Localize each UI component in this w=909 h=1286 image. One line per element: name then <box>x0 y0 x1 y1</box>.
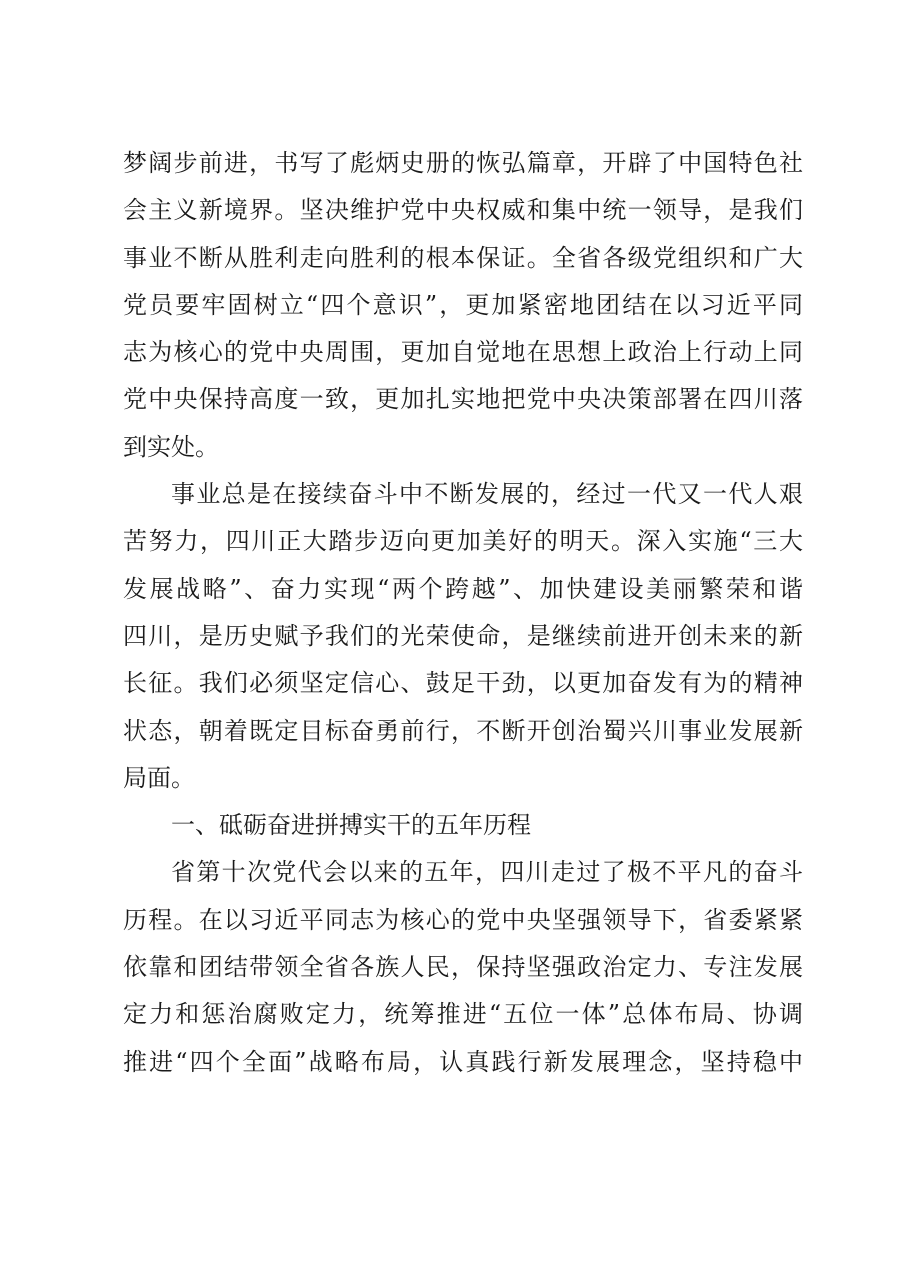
section-heading <box>123 802 803 849</box>
text-line: 苦努力，四川正大踏步迈向更加美好的明天。深入实施“三大 <box>123 527 803 556</box>
text-line: 推进“四个全面”战略布局，认真践行新发展理念，坚持稳中 <box>123 1047 803 1076</box>
text-line: 志为核心的党中央周围，更加自觉地在思想上政治上行动上同 <box>123 338 803 367</box>
text-line: 党员要牢固树立“四个意识”，更加紧密地团结在以习近平同 <box>123 290 803 319</box>
paragraph-1 <box>123 140 803 471</box>
section-heading-text: 一、砥砺奋进拼搏实干的五年历程 <box>171 811 531 840</box>
text-line: 会主义新境界。坚决维护党中央权威和集中统一领导，是我们 <box>123 196 803 225</box>
text-line: 四川，是历史赋予我们的光荣使命，是继续前进开创未来的新 <box>123 621 803 650</box>
text-line: 事业总是在接续奋斗中不断发展的，经过一代又一代人艰 <box>171 480 803 509</box>
document-body <box>123 140 803 1086</box>
text-line: 长征。我们必须坚定信心、鼓足干劲，以更加奋发有为的精神 <box>123 669 803 698</box>
text-line: 省第十次党代会以来的五年，四川走过了极不平凡的奋斗 <box>171 858 803 887</box>
text-line: 历程。在以习近平同志为核心的党中央坚强领导下，省委紧紧 <box>123 905 803 934</box>
text-line: 状态，朝着既定目标奋勇前行，不断开创治蜀兴川事业发展新 <box>123 716 803 745</box>
text-line: 定力和惩治腐败定力，统筹推进“五位一体”总体布局、协调 <box>123 1000 803 1029</box>
text-line: 局面。 <box>123 763 195 792</box>
text-line: 党中央保持高度一致，更加扎实地把党中央决策部署在四川落 <box>123 385 803 414</box>
text-line: 依靠和团结带领全省各族人民，保持坚强政治定力、专注发展 <box>123 953 803 982</box>
text-line: 事业不断从胜利走向胜利的根本保证。全省各级党组织和广大 <box>123 243 803 272</box>
paragraph-3 <box>123 849 803 1085</box>
text-line: 到实处。 <box>123 432 219 461</box>
text-line: 梦阔步前进，书写了彪炳史册的恢弘篇章，开辟了中国特色社 <box>123 149 803 177</box>
text-line: 发展战略”、奋力实现“两个跨越”、加快建设美丽繁荣和谐 <box>123 574 803 603</box>
paragraph-2 <box>123 471 803 802</box>
